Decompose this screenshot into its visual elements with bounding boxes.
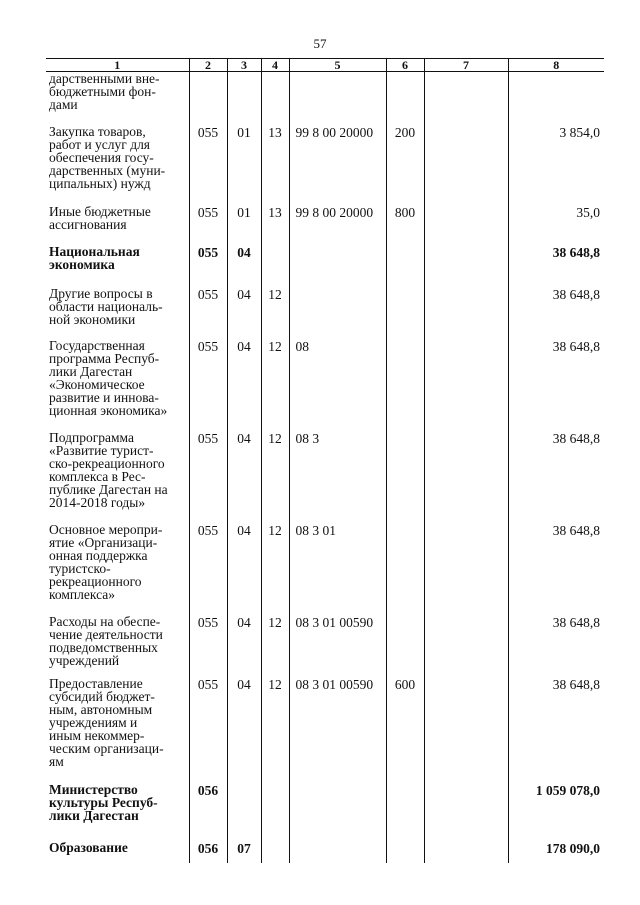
row-expense-type bbox=[386, 205, 424, 245]
row-subsection-text: 12 bbox=[268, 286, 282, 302]
row-col7 bbox=[424, 841, 508, 863]
row-name bbox=[46, 841, 189, 863]
header-col-7: 7 bbox=[424, 59, 508, 72]
row-expense-type bbox=[386, 339, 424, 431]
row-section-text: 04 bbox=[237, 676, 251, 692]
row-section-text: 04 bbox=[237, 614, 251, 630]
row-section bbox=[227, 125, 261, 205]
row-amount bbox=[508, 841, 604, 863]
row-amount bbox=[508, 615, 604, 677]
row-name bbox=[46, 245, 189, 287]
row-ministry-code-text: 056 bbox=[197, 782, 219, 798]
row-expense-type bbox=[386, 431, 424, 523]
row-target-item bbox=[289, 339, 386, 431]
row-target-item bbox=[289, 783, 386, 841]
row-subsection bbox=[261, 841, 289, 863]
row-ministry-code bbox=[189, 431, 227, 523]
row-name-text: Иные бюджетные ассигнования bbox=[49, 203, 151, 232]
row-expense-type bbox=[386, 245, 424, 287]
row-ministry-code-text: 055 bbox=[197, 614, 219, 630]
table-row bbox=[46, 72, 604, 125]
row-amount-text: 38 648,8 bbox=[552, 676, 600, 692]
row-col7 bbox=[424, 677, 508, 783]
row-target-item-text: 99 8 00 20000 bbox=[295, 124, 374, 140]
row-subsection bbox=[261, 339, 289, 431]
row-name bbox=[46, 677, 189, 783]
row-target-item bbox=[289, 245, 386, 287]
header-row bbox=[46, 59, 604, 72]
row-ministry-code bbox=[189, 523, 227, 615]
row-col7 bbox=[424, 72, 508, 125]
row-name bbox=[46, 523, 189, 615]
row-section-text: 01 bbox=[237, 124, 251, 140]
row-section-text: 04 bbox=[237, 430, 251, 446]
row-subsection bbox=[261, 245, 289, 287]
row-name-text: Государственная программа Респуб- лики Дагестан «Экономическое развитие и иннова- ционная экономика» bbox=[49, 337, 168, 418]
row-target-item-text: 08 3 01 bbox=[295, 522, 336, 538]
row-section bbox=[227, 783, 261, 841]
row-section bbox=[227, 72, 261, 125]
table-row bbox=[46, 287, 604, 339]
table-row bbox=[46, 523, 604, 615]
row-subsection bbox=[261, 125, 289, 205]
row-subsection bbox=[261, 287, 289, 339]
row-target-item-text: 08 3 bbox=[295, 430, 320, 446]
row-name-text: Закупка товаров, работ и услуг для обеспечения госу- дарственных (муни- ципальных) нужд bbox=[49, 123, 166, 191]
header-col-5: 5 bbox=[289, 59, 386, 72]
row-ministry-code bbox=[189, 783, 227, 841]
row-subsection-text: 13 bbox=[268, 124, 282, 140]
row-amount-text: 1 059 078,0 bbox=[535, 782, 600, 798]
row-expense-type-text: 800 bbox=[394, 204, 416, 220]
row-ministry-code-text: 055 bbox=[197, 124, 219, 140]
row-name bbox=[46, 339, 189, 431]
row-name bbox=[46, 783, 189, 841]
row-ministry-code bbox=[189, 677, 227, 783]
row-section-text: 04 bbox=[237, 522, 251, 538]
row-target-item-text: 99 8 00 20000 bbox=[295, 204, 374, 220]
row-section bbox=[227, 287, 261, 339]
header-col-4: 4 bbox=[261, 59, 289, 72]
row-amount bbox=[508, 677, 604, 783]
row-ministry-code bbox=[189, 125, 227, 205]
row-amount-text: 35,0 bbox=[576, 204, 600, 220]
row-ministry-code-text: 055 bbox=[197, 338, 219, 354]
row-amount bbox=[508, 245, 604, 287]
header-col-8: 8 bbox=[508, 59, 604, 72]
row-col7 bbox=[424, 523, 508, 615]
row-ministry-code bbox=[189, 72, 227, 125]
row-ministry-code-text: 055 bbox=[197, 286, 219, 302]
row-amount bbox=[508, 287, 604, 339]
row-amount-text: 3 854,0 bbox=[559, 124, 600, 140]
row-ministry-code bbox=[189, 205, 227, 245]
row-name bbox=[46, 287, 189, 339]
table-row bbox=[46, 783, 604, 841]
row-ministry-code-text: 055 bbox=[197, 430, 219, 446]
row-col7 bbox=[424, 615, 508, 677]
table-row bbox=[46, 431, 604, 523]
row-target-item bbox=[289, 431, 386, 523]
row-name-text: Другие вопросы в области националь- ной экономики bbox=[49, 285, 163, 327]
row-amount bbox=[508, 783, 604, 841]
row-ministry-code-text: 055 bbox=[197, 244, 219, 260]
table-row bbox=[46, 841, 604, 863]
row-target-item-text: 08 3 01 00590 bbox=[295, 614, 374, 630]
row-expense-type bbox=[386, 125, 424, 205]
row-target-item bbox=[289, 125, 386, 205]
row-amount bbox=[508, 523, 604, 615]
row-section bbox=[227, 523, 261, 615]
row-section bbox=[227, 339, 261, 431]
row-amount-text: 38 648,8 bbox=[552, 338, 600, 354]
row-section bbox=[227, 245, 261, 287]
row-name-text: Предоставление субсидий бюджет- ным, автономным учреждениям и иным некоммер- ческим организаци- ям bbox=[49, 675, 164, 769]
row-name-text: Расходы на обеспе- чение деятельности подведомственных учреждений bbox=[49, 613, 163, 668]
row-name bbox=[46, 125, 189, 205]
row-col7 bbox=[424, 783, 508, 841]
table-row bbox=[46, 339, 604, 431]
row-section-text: 04 bbox=[237, 286, 251, 302]
row-ministry-code-text: 055 bbox=[197, 676, 219, 692]
row-target-item-text: 08 bbox=[295, 338, 309, 354]
row-section-text: 04 bbox=[237, 338, 251, 354]
row-amount-text: 38 648,8 bbox=[552, 286, 600, 302]
row-section bbox=[227, 841, 261, 863]
row-expense-type bbox=[386, 523, 424, 615]
table-row bbox=[46, 205, 604, 245]
table-row bbox=[46, 125, 604, 205]
row-col7 bbox=[424, 431, 508, 523]
row-expense-type-text: 600 bbox=[394, 676, 416, 692]
row-section bbox=[227, 431, 261, 523]
row-name bbox=[46, 72, 189, 125]
header-col-3: 3 bbox=[227, 59, 261, 72]
row-col7 bbox=[424, 339, 508, 431]
row-name-text: дарственными вне- бюджетными фон- дами bbox=[49, 71, 160, 112]
row-expense-type bbox=[386, 841, 424, 863]
header-col-6: 6 bbox=[386, 59, 424, 72]
row-subsection bbox=[261, 615, 289, 677]
row-section-text: 01 bbox=[237, 204, 251, 220]
row-name-text: Министерство культуры Респуб- лики Дагестан bbox=[49, 781, 158, 823]
header-col-1: 1 bbox=[46, 59, 189, 72]
row-subsection-text: 12 bbox=[268, 522, 282, 538]
row-amount-text: 38 648,8 bbox=[552, 614, 600, 630]
header-col-2: 2 bbox=[189, 59, 227, 72]
row-target-item bbox=[289, 205, 386, 245]
row-subsection bbox=[261, 205, 289, 245]
row-subsection bbox=[261, 783, 289, 841]
row-name-text: Основное меропри- ятие «Организаци- онная поддержка туристско- рекреационного комплекса» bbox=[49, 521, 163, 602]
row-subsection bbox=[261, 72, 289, 125]
row-ministry-code bbox=[189, 615, 227, 677]
row-subsection-text: 12 bbox=[268, 338, 282, 354]
row-name-text: Подпрограмма «Развитие турист- ско-рекреационного комплекса в Рес- публике Дагестан на 2014-2018 годы» bbox=[49, 429, 168, 510]
row-target-item bbox=[289, 841, 386, 863]
row-ministry-code-text: 056 bbox=[197, 840, 219, 856]
page-number: 57 bbox=[313, 36, 327, 51]
row-target-item bbox=[289, 523, 386, 615]
budget-table bbox=[46, 58, 604, 863]
row-ministry-code bbox=[189, 245, 227, 287]
row-expense-type bbox=[386, 72, 424, 125]
row-amount bbox=[508, 72, 604, 125]
row-amount bbox=[508, 339, 604, 431]
row-section-text: 07 bbox=[237, 840, 251, 856]
row-ministry-code bbox=[189, 841, 227, 863]
row-ministry-code bbox=[189, 287, 227, 339]
row-amount-text: 38 648,8 bbox=[552, 522, 600, 538]
row-expense-type bbox=[386, 287, 424, 339]
row-subsection bbox=[261, 431, 289, 523]
row-amount-text: 38 648,8 bbox=[552, 430, 600, 446]
row-ministry-code-text: 055 bbox=[197, 522, 219, 538]
row-subsection-text: 12 bbox=[268, 676, 282, 692]
row-expense-type bbox=[386, 615, 424, 677]
row-name bbox=[46, 431, 189, 523]
table-row bbox=[46, 615, 604, 677]
row-target-item bbox=[289, 677, 386, 783]
row-subsection bbox=[261, 677, 289, 783]
row-target-item-text: 08 3 01 00590 bbox=[295, 676, 374, 692]
row-section bbox=[227, 677, 261, 783]
row-name-text: Национальная экономика bbox=[49, 243, 140, 272]
row-ministry-code bbox=[189, 339, 227, 431]
table-row bbox=[46, 677, 604, 783]
row-amount bbox=[508, 431, 604, 523]
row-target-item bbox=[289, 615, 386, 677]
row-name-text: Образование bbox=[49, 839, 128, 855]
row-amount-text: 38 648,8 bbox=[552, 244, 600, 260]
row-expense-type bbox=[386, 677, 424, 783]
row-name bbox=[46, 205, 189, 245]
table-row bbox=[46, 245, 604, 287]
row-section bbox=[227, 615, 261, 677]
row-ministry-code-text: 055 bbox=[197, 204, 219, 220]
row-subsection bbox=[261, 523, 289, 615]
row-section bbox=[227, 205, 261, 245]
row-expense-type bbox=[386, 783, 424, 841]
row-subsection-text: 12 bbox=[268, 430, 282, 446]
row-expense-type-text: 200 bbox=[394, 124, 416, 140]
row-target-item bbox=[289, 72, 386, 125]
row-amount bbox=[508, 125, 604, 205]
row-section-text: 04 bbox=[237, 244, 251, 260]
row-amount-text: 178 090,0 bbox=[546, 840, 600, 856]
row-col7 bbox=[424, 287, 508, 339]
row-subsection-text: 13 bbox=[268, 204, 282, 220]
row-name bbox=[46, 615, 189, 677]
row-col7 bbox=[424, 205, 508, 245]
row-col7 bbox=[424, 245, 508, 287]
row-col7 bbox=[424, 125, 508, 205]
row-subsection-text: 12 bbox=[268, 614, 282, 630]
row-target-item bbox=[289, 287, 386, 339]
row-amount bbox=[508, 205, 604, 245]
